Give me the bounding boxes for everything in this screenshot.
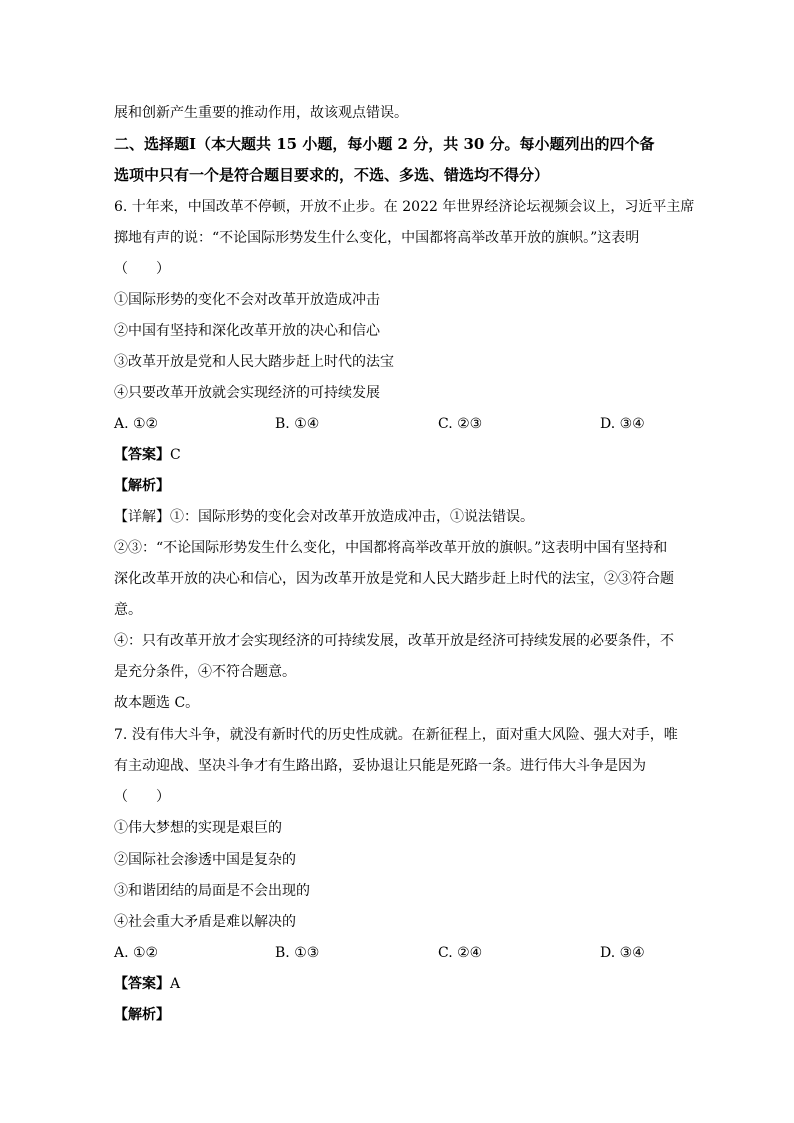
q6-detail-line-6: 是充分条件，④不符合题意。	[114, 664, 296, 680]
q7-answer-value: A	[170, 976, 181, 992]
q7-statement-4: ④社会重大矛盾是难以解决的	[114, 914, 296, 930]
q7-statement-3: ③和谐团结的局面是不会出现的	[114, 883, 310, 899]
section-heading-line-1: 二、选择题Ⅰ（本大题共 15 小题，每小题 2 分，共 30 分。每小题列出的四个备	[114, 135, 655, 153]
q6-detail-line-1: 【详解】①：国际形势的变化会对改革开放造成冲击，①说法错误。	[114, 509, 534, 525]
q6-answer-tag: 【答案】	[114, 447, 170, 463]
q6-answer-value: C	[170, 447, 181, 463]
q6-statement-1: ①国际形势的变化不会对改革开放造成冲击	[114, 292, 380, 308]
q7-analysis-tag: 【解析】	[114, 1007, 170, 1023]
q7-statement-2: ②国际社会渗透中国是复杂的	[114, 852, 296, 868]
q7-options	[114, 943, 684, 963]
q6-statement-3: ③改革开放是党和人民大踏步赶上时代的法宝	[114, 354, 394, 370]
q7-stem-line-1: 7. 没有伟大斗争，就没有新时代的历史性成就。在新征程上，面对重大风险、强大对手，唯	[114, 727, 678, 743]
q6-option-c: C. ②③	[438, 416, 483, 432]
q6-detail-line-5: ④：只有改革开放才会实现经济的可持续发展，改革开放是经济可持续发展的必要条件，不	[114, 633, 674, 649]
q6-statement-4: ④只要改革开放就会实现经济的可持续发展	[114, 385, 380, 401]
q6-option-d: D. ③④	[600, 416, 645, 432]
q6-options	[114, 414, 684, 434]
q7-statement-1: ①伟大梦想的实现是艰巨的	[114, 820, 282, 836]
q6-answer-parenthesis: （ ）	[114, 261, 170, 277]
q6-analysis-tag: 【解析】	[114, 478, 170, 494]
q6-answer	[114, 445, 684, 465]
q7-option-c: C. ②④	[438, 945, 483, 961]
q6-detail-line-7: 故本题选 C。	[114, 695, 200, 711]
q7-answer	[114, 974, 684, 994]
q6-detail-line-2: ②③：“不论国际形势发生什么变化，中国都将高举改革开放的旗帜。”这表明中国有坚持和	[114, 540, 668, 556]
q6-detail-line-3: 深化改革开放的决心和信心，因为改革开放是党和人民大踏步赶上时代的法宝，②③符合题	[114, 571, 674, 587]
q7-answer-parenthesis: （ ）	[114, 789, 170, 805]
q6-detail-line-4: 意。	[114, 602, 142, 618]
q7-stem-line-2: 有主动迎战、坚决斗争才有生路出路，妥协退让只能是死路一条。进行伟大斗争是因为	[114, 758, 646, 774]
q6-option-a: A. ①②	[114, 416, 159, 432]
q6-stem-line-2: 掷地有声的说：“不论国际形势发生什么变化，中国都将高举改革开放的旗帜。”这表明	[114, 230, 640, 246]
q7-option-b: B. ①③	[275, 945, 320, 961]
carryover-text: 展和创新产生重要的推动作用，故该观点错误。	[114, 105, 408, 121]
q7-answer-tag: 【答案】	[114, 976, 170, 992]
q7-option-d: D. ③④	[600, 945, 645, 961]
q7-option-a: A. ①②	[114, 945, 159, 961]
q6-statement-2: ②中国有坚持和深化改革开放的决心和信心	[114, 323, 380, 339]
section-heading-line-2: 选项中只有一个是符合题目要求的，不选、多选、错选均不得分）	[114, 166, 550, 184]
q6-stem-line-1: 6. 十年来，中国改革不停顿，开放不止步。在 2022 年世界经济论坛视频会议上，习近平主席	[114, 199, 695, 215]
q6-option-b: B. ①④	[275, 416, 320, 432]
